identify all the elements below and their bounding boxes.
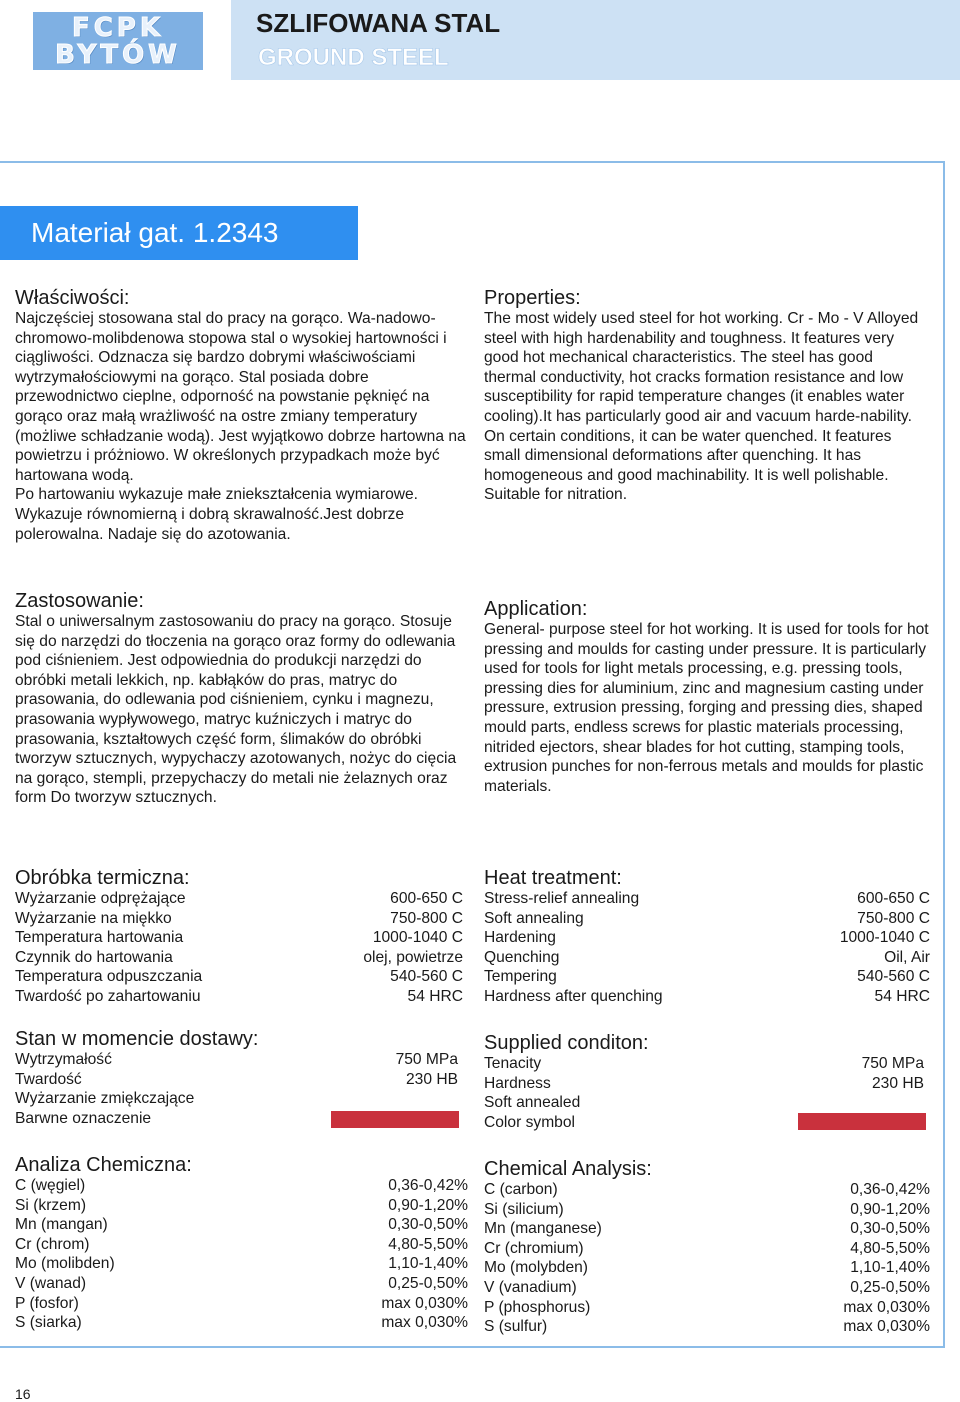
row-value: 1000-1040 C (372, 929, 463, 947)
row-label: Quenching (484, 948, 560, 966)
row-value: 750-800 C (857, 909, 930, 927)
row-value: 750 MPa (861, 1055, 924, 1072)
row-label: V (vanadium) (484, 1278, 577, 1296)
row-label: Tenacity (484, 1055, 542, 1072)
row-value: 4,80-5,50% (388, 1235, 468, 1253)
row-value: max 0,030% (381, 1294, 468, 1312)
row-value: 1,10-1,40% (388, 1255, 468, 1273)
row-value: 750-800 C (390, 909, 463, 927)
row-value: 0,30-0,50% (850, 1220, 930, 1238)
en-chem-section (484, 1158, 930, 1337)
row-value: 0,36-0,42% (388, 1177, 468, 1194)
table-row (15, 948, 463, 968)
table-row (15, 1254, 468, 1274)
row-label: P (fosfor) (15, 1294, 79, 1312)
table-row (484, 1317, 930, 1337)
row-label: Temperatura hartowania (15, 929, 184, 947)
en-properties-section (484, 287, 924, 505)
pl-properties-text-2: Po hartowaniu wykazuje małe zniekształcenia wymiarowe. Wykazuje równomierną i dobrą skrawalność.Jest dobrze polerowalna. Nadaje się do azotowania. (15, 486, 419, 543)
row-value: 0,25-0,50% (850, 1278, 930, 1296)
row-value: 1000-1040 C (839, 929, 930, 947)
row-label: Twardość po zahartowaniu (15, 987, 201, 1005)
row-value: 54 HRC (874, 987, 930, 1005)
en-application-heading: Application: (484, 598, 588, 620)
table-row (15, 928, 463, 948)
en-properties-heading: Properties: (484, 287, 581, 309)
table-row (484, 1180, 930, 1200)
row-label: V (wanad) (15, 1274, 87, 1292)
en-heat-section (484, 867, 930, 1007)
row-value: 0,25-0,50% (388, 1274, 468, 1292)
row-value: 750 MPa (395, 1051, 458, 1068)
row-label: Wyżarzanie odprężające (15, 890, 186, 907)
pl-application-section (15, 590, 470, 808)
en-heat-heading: Heat treatment: (484, 867, 622, 889)
table-row (484, 889, 930, 909)
company-logo (33, 12, 203, 70)
table-row (15, 1176, 468, 1196)
row-value: 230 HB (405, 1070, 458, 1088)
row-value: max 0,030% (381, 1314, 468, 1332)
row-label: S (siarka) (15, 1314, 82, 1332)
pl-properties-text: Najczęściej stosowana stal do pracy na gorąco. Wa-nadowo-chromowo-molibdenowa stopowa stal o wysokiej hartowności i ciągliwości. Odznacza się bardzo dobrymi właściwościami wytrzymałościowymi na gorąco. Stal posiada dobre przewodnictwo cieplne, odporność na powstanie pęknięć na gorąco oraz małą wrażliwość na ostre zmiany temperatury (możliwe schładzanie wodą). Jest wyjątkowo dobrze hartowna na powietrzu i próżniowo. W określonych przypadkach może być hartowana wodą. (15, 310, 466, 484)
table-row (484, 1054, 924, 1074)
row-label: C (carbon) (484, 1181, 558, 1198)
table-row (484, 1298, 930, 1318)
row-value: olej, powietrze (363, 948, 463, 966)
table-row (15, 1274, 468, 1294)
table-row (15, 1089, 458, 1109)
color-symbol-swatch-pl (331, 1111, 459, 1128)
page-title-en: GROUND STEEL (258, 44, 449, 71)
material-grade: Materiał gat. 1.2343 (31, 217, 279, 248)
row-value: 540-560 C (857, 968, 930, 986)
row-value: 0,30-0,50% (388, 1216, 468, 1234)
en-application-text: General- purpose steel for hot working. It is used for tools for hot pressing and moulds for casting under pressure. It is particularly used for tools for light metals processing, e.g. pressing tools, pressing dies for aluminium, zinc and magnesium casting under pressure, extrusion pressing, forging and pressing dies, shaped mould parts, endless screws for plastic materials processing, nitrided ejectors, shear blades for hot cutting, stamping tools, extrusion punches for non-ferrous metals and moulds for plastic materials. (484, 621, 929, 795)
row-label: Wyżarzanie zmiękczające (15, 1090, 195, 1108)
pl-application-text: Stal o uniwersalnym zastosowaniu do pracy na gorąco. Stosuje się do narzędzi do tłoczenia na gorąco oraz formy do odlewania pod ciśnieniem. Jest odpowiednia do produkcji narzędzi do obróbki metali lekkich, np. kabłąków do pras, matryc do prasowania, do odlewania pod ciśnieniem, cynku i magnezu, prasowania wypływowego, matryc kuźniczych i matryc do prasowania, kształtowych część form, ślimaków do obróbki tworzyw sztucznych, wypychaczy azotowanych, nożyc do cięcia na gorąco, stempli, przepychaczy do metali nie żelaznych oraz form Do tworzyw sztucznych. (15, 613, 457, 807)
row-label: Mo (molibden) (15, 1255, 115, 1273)
row-label: Mn (manganese) (484, 1220, 602, 1238)
row-label: S (sulfur) (484, 1318, 548, 1336)
en-application-section (484, 598, 934, 796)
row-label: Soft annealed (484, 1094, 581, 1112)
row-value: 0,36-0,42% (850, 1181, 930, 1198)
color-symbol-swatch-en (798, 1113, 926, 1130)
table-row (484, 1219, 930, 1239)
table-row (484, 948, 930, 968)
row-value: max 0,030% (843, 1298, 930, 1316)
row-value: 600-650 C (857, 890, 930, 907)
row-label: Tempering (484, 968, 557, 986)
row-value: 540-560 C (390, 968, 463, 986)
row-label: Soft annealing (484, 909, 584, 927)
table-row (484, 928, 930, 948)
table-row (484, 1239, 930, 1259)
row-value: 1,10-1,40% (850, 1259, 930, 1277)
table-row (15, 1215, 468, 1235)
pl-chem-section (15, 1154, 468, 1333)
row-label: Wytrzymałość (15, 1051, 112, 1068)
table-row (15, 1235, 468, 1255)
en-supply-heading: Supplied conditon: (484, 1032, 649, 1054)
table-row (15, 909, 463, 929)
pl-supply-heading: Stan w momencie dostawy: (15, 1028, 259, 1050)
page-number: 16 (15, 1386, 31, 1402)
pl-heat-section (15, 867, 463, 1007)
table-row (15, 1294, 468, 1314)
row-value: 54 HRC (407, 987, 463, 1005)
row-label: Color symbol (484, 1113, 575, 1131)
page-title-pl: SZLIFOWANA STAL (256, 8, 501, 38)
row-value: 4,80-5,50% (850, 1239, 930, 1257)
row-label: Twardość (15, 1070, 82, 1088)
row-value: max 0,030% (843, 1318, 930, 1336)
table-row (484, 1278, 930, 1298)
row-label: Czynnik do hartowania (15, 948, 173, 966)
pl-application-heading: Zastosowanie: (15, 590, 144, 612)
table-row (484, 1093, 924, 1113)
table-row (15, 889, 463, 909)
table-row (484, 909, 930, 929)
pl-heat-heading: Obróbka termiczna: (15, 867, 190, 889)
table-row (484, 1200, 930, 1220)
table-row (484, 987, 930, 1007)
row-label: Hardening (484, 929, 556, 947)
row-label: Temperatura odpuszczania (15, 968, 203, 986)
row-value: 230 HB (871, 1074, 924, 1092)
table-row (484, 967, 930, 987)
table-row (15, 1196, 468, 1216)
table-row (15, 1050, 458, 1070)
row-label: Si (krzem) (15, 1196, 87, 1214)
logo-line-2: BYTÓW (55, 40, 181, 70)
row-label: Cr (chromium) (484, 1239, 584, 1257)
row-value: 0,90-1,20% (850, 1200, 930, 1218)
row-label: Mo (molybden) (484, 1259, 588, 1277)
pl-properties-section (15, 287, 470, 544)
table-row (15, 967, 463, 987)
row-label: Hardness (484, 1074, 551, 1092)
row-label: C (węgiel) (15, 1177, 86, 1194)
pl-properties-heading: Właściwości: (15, 287, 130, 309)
row-label: P (phosphorus) (484, 1298, 591, 1316)
row-value: 0,90-1,20% (388, 1196, 468, 1214)
en-properties-text: The most widely used steel for hot working. Cr - Mo - V Alloyed steel with high hardenability and toughness. It features very good hot mechanical characteristics. The steel has good thermal conductivity, hot cracks formation resistance and low susceptibility for rapid temperature changes (it enables water cooling).It has particularly good air and vacuum harde-nability. On certain conditions, it can be water quenched. It features small dimensional deformations after quenching. It has homogeneous and good machinability. It is well polishable. Suitable for nitration. (484, 310, 919, 504)
table-row (15, 987, 463, 1007)
row-value: Oil, Air (884, 948, 930, 966)
logo-line-1: FCPK (71, 13, 165, 43)
row-label: Mn (mangan) (15, 1216, 108, 1234)
row-label: Barwne oznaczenie (15, 1109, 152, 1127)
table-row (484, 1258, 930, 1278)
row-value: 600-650 C (390, 890, 463, 907)
pl-chem-heading: Analiza Chemiczna: (15, 1154, 192, 1176)
table-row (15, 1070, 458, 1090)
row-label: Stress-relief annealing (484, 890, 640, 907)
en-chem-heading: Chemical Analysis: (484, 1158, 652, 1180)
table-row (15, 1313, 468, 1333)
row-label: Cr (chrom) (15, 1235, 90, 1253)
row-label: Wyżarzanie na miękko (15, 909, 172, 927)
row-label: Hardness after quenching (484, 987, 663, 1005)
row-label: Si (silicium) (484, 1200, 564, 1218)
table-row (484, 1074, 924, 1094)
